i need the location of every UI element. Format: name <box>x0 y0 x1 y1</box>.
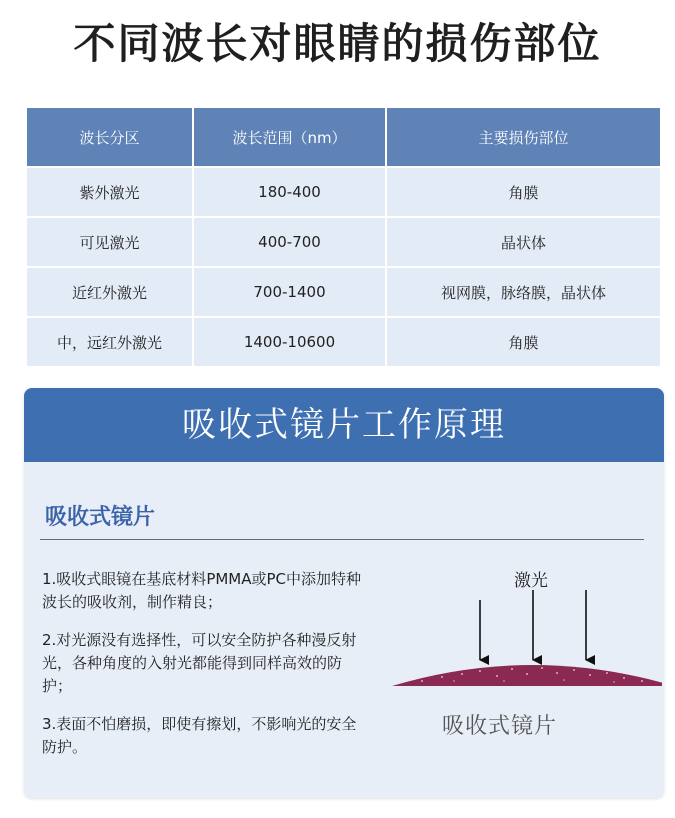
column-header-damage-site: 主要损伤部位 <box>387 108 660 166</box>
table-header-row <box>27 108 660 166</box>
table-row <box>27 268 660 316</box>
page-title: 不同波长对眼睛的损伤部位 <box>73 19 602 68</box>
table-cell: 1400-10600 <box>194 318 385 366</box>
table-cell: 180-400 <box>194 168 385 216</box>
divider <box>40 539 644 540</box>
lens-diagram <box>362 564 662 764</box>
table-cell: 晶状体 <box>387 218 660 266</box>
laser-lens-illustration <box>362 564 662 704</box>
list-item: 2.对光源没有选择性，可以安全防护各种漫反射光，各种角度的入射光都能得到同样高效的防护； <box>42 631 357 695</box>
section-title: 吸收式镜片 <box>45 505 156 530</box>
lens-label: 吸收式镜片 <box>442 714 558 739</box>
table-cell: 400-700 <box>194 218 385 266</box>
laser-label: 激光 <box>514 571 548 591</box>
wavelength-table <box>25 106 662 368</box>
table-row <box>27 218 660 266</box>
table-cell: 角膜 <box>387 318 660 366</box>
table-cell: 700-1400 <box>194 268 385 316</box>
principle-card <box>24 388 664 798</box>
table-cell: 可见激光 <box>27 218 192 266</box>
column-header-wave-range: 波长范围（nm） <box>194 108 385 166</box>
card-header: 吸收式镜片工作原理 <box>24 388 664 462</box>
table-cell: 角膜 <box>387 168 660 216</box>
points-list <box>42 568 362 774</box>
table-row <box>27 168 660 216</box>
table-row <box>27 318 660 366</box>
lens-icon <box>392 665 662 686</box>
table-cell: 中，远红外激光 <box>27 318 192 366</box>
column-header-wave-zone: 波长分区 <box>27 108 192 166</box>
table-cell: 紫外激光 <box>27 168 192 216</box>
list-item: 1.吸收式眼镜在基底材料PMMA或PC中添加特种波长的吸收剂，制作精良； <box>42 570 362 611</box>
table-cell: 近红外激光 <box>27 268 192 316</box>
list-item: 3.表面不怕磨损，即使有擦划，不影响光的安全防护。 <box>42 715 357 756</box>
table-cell: 视网膜，脉络膜，晶状体 <box>387 268 660 316</box>
